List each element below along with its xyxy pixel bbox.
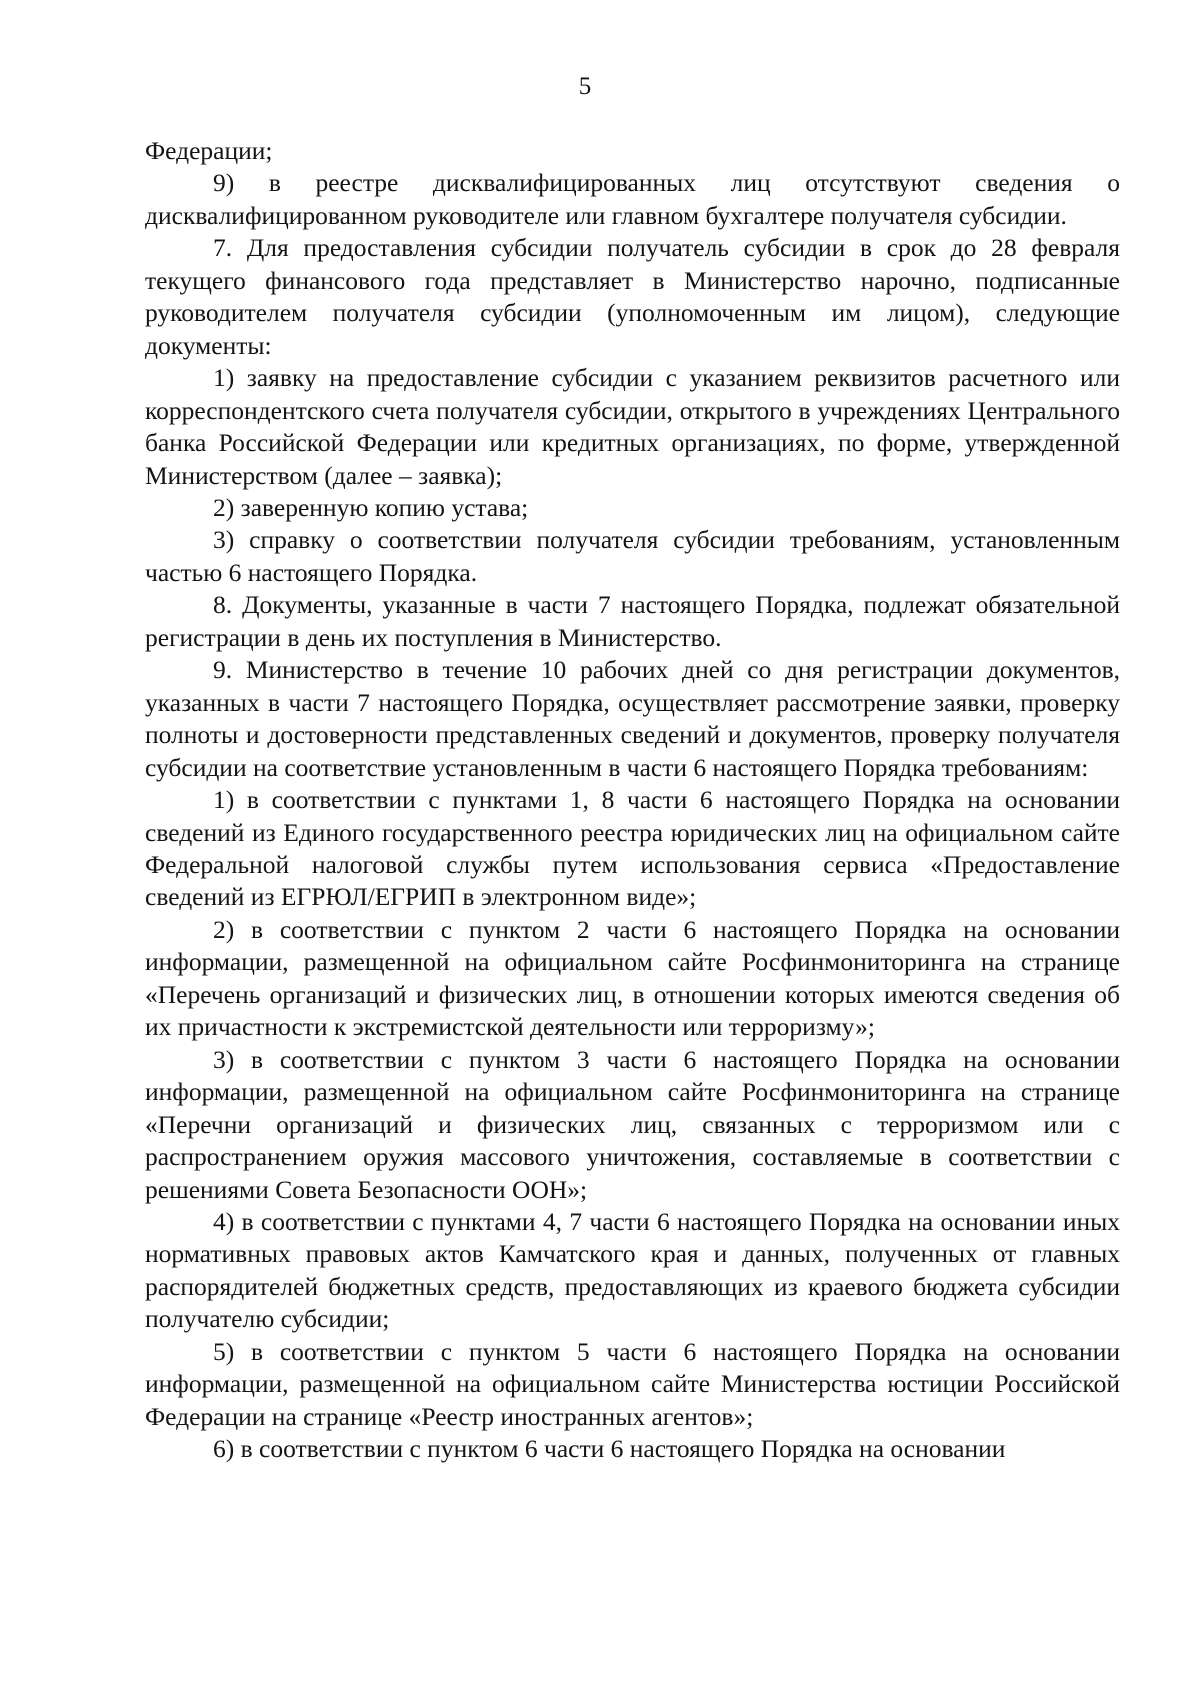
paragraph: 5) в соответствии с пунктом 5 части 6 настоящего Порядка на основании информации, размещенной на официальном сайте Министерства юстиции Российской Федерации на странице «Реестр иностранных агентов»; [145,1336,1120,1431]
paragraph: 4) в соответствии с пунктами 4, 7 части 6 настоящего Порядка на основании иных нормативных правовых актов Камчатского края и данных, полученных от главных распорядителей бюджетных средств, предоставляющих из краевого бюджета субсидии получателю субсидии; [145,1206,1120,1334]
document-body [145,135,1120,1466]
paragraph: 8. Документы, указанные в части 7 настоящего Порядка, подлежат обязательной регистрации в день их поступления в Министерство. [145,590,1120,652]
paragraph: 3) в соответствии с пунктом 3 части 6 настоящего Порядка на основании информации, размещенной на официальном сайте Росфинмониторинга на странице «Перечни организаций и физических лиц, связанных с терроризмом или с распространением оружия массового уничтожения, составляемые в соответствии с решениями Совета Безопасности ООН»; [145,1044,1120,1204]
page-number: 5 [578,73,592,100]
paragraph: 2) в соответствии с пунктом 2 части 6 настоящего Порядка на основании информации, размещенной на официальном сайте Росфинмониторинга на странице «Перечень организаций и физических лиц, в отношении которых имеются сведения об их причастности к экстремистской деятельности или терроризму»; [145,914,1120,1042]
paragraph: 9. Министерство в течение 10 рабочих дней со дня регистрации документов, указанных в части 7 настоящего Порядка, осуществляет рассмотрение заявки, проверку полноты и достоверности представленных сведений и документов, проверку получателя субсидии на соответствие установленным в части 6 настоящего Порядка требованиям: [145,655,1120,782]
paragraph: 9) в реестре дисквалифицированных лиц отсутствуют сведения о дисквалифицированном руководителе или главном бухгалтере получателя субсидии. [145,168,1120,230]
paragraph: 1) в соответствии с пунктами 1, 8 части 6 настоящего Порядка на основании сведений из Единого государственного реестра юридических лиц на официальном сайте Федеральной налоговой службы путем использования сервиса «Предоставление сведений из ЕГРЮЛ/ЕГРИП в электронном виде»; [145,785,1120,912]
paragraph: 2) заверенную копию устава; [213,492,529,522]
paragraph: 7. Для предоставления субсидии получатель субсидии в срок до 28 февраля текущего финансового года представляет в Министерство нарочно, подписанные руководителем получателя субсидии (уполномоченным им лицом), следующие документы: [145,233,1120,360]
paragraph: 1) заявку на предоставление субсидии с указанием реквизитов расчетного или корреспондентского счета получателя субсидии, открытого в учреждениях Центрального банка Российской Федерации или кредитных организациях, по форме, утвержденной Министерством (далее – заявка); [145,363,1120,490]
paragraph: Федерации; [145,136,273,165]
paragraph: 3) справку о соответствии получателя субсидии требованиям, установленным частью 6 настоящего Порядка. [145,525,1120,587]
paragraph: 6) в соответствии с пунктом 6 части 6 настоящего Порядка на основании [213,1434,1006,1464]
